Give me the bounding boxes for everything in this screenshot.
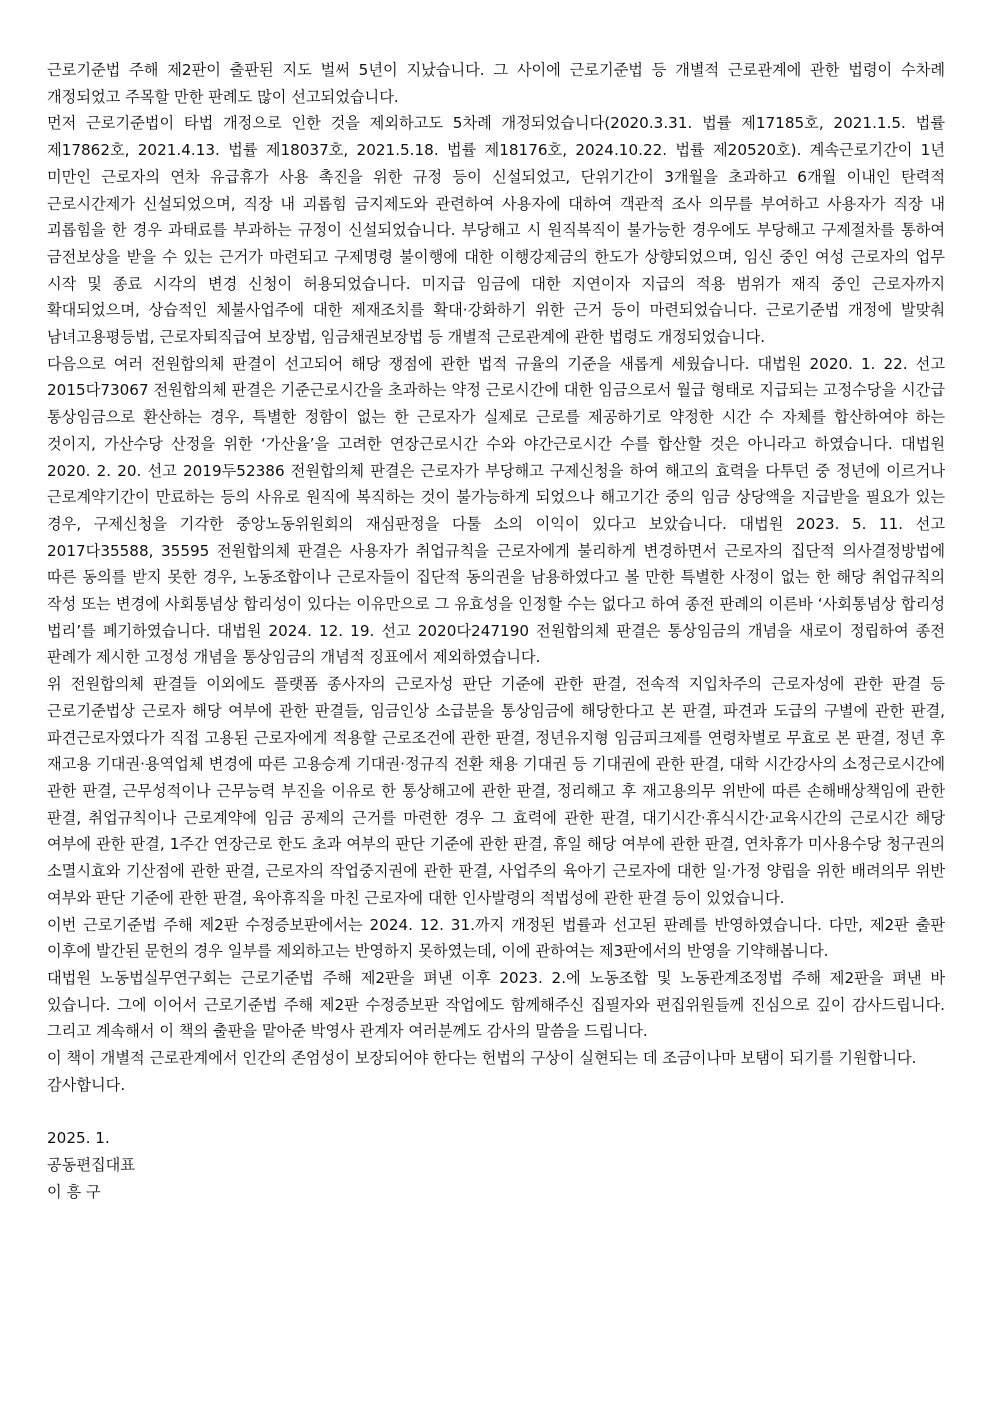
paragraph-other-rulings: 위 전원합의체 판결들 이외에도 플랫폼 종사자의 근로자성 판단 기준에 관한 판결, 전속적 지입차주의 근로자성에 관한 판결 등 근로기준법상 근로자 해당 여부에 관한 판결들, 임금인상 소급분을 통상임금에 해당한다고 본 판결, 파견과 도급의 구별에 관한 판결, 파견근로자였다가 직접 고용된 근로자에게 적용할 근로조건에 관한 판결, 정년유지형 임금피크제를 연령차별로 무효로 본 판결, 정년 후 재고용 기대권·용역업체 변경에 따른 고용승계 기대권·정규직 전환 채용 기대권 등 기대권에 관한 판결, 대학 시간강사의 소정근로시간에 관한 판결, 근무성적이나 근무능력 부진을 이유로 한 통상해고에 관한 판결, 정리해고 후 재고용의무 위반에 따른 손해배상책임에 관한 판결, 취업규칙이나 근로계약에 임금 공제의 근거를 마련한 경우 그 효력에 관한 판결, 대기시간·휴식시간·교육시간의 근로시간 해당 여부에 관한 판결, 1주간 연장근로 한도 초과 여부의 판단 기준에 관한 판결, 휴일 해당 여부에 관한 판결, 연차휴가 미사용수당 청구권의 소멸시효와 기산점에 관한 판결, 근로자의 작업중지권에 관한 판결, 사업주의 육아기 근로자에 대한 일·가정 양립을 위한 배려의무 위반 여부와 판단 기준에 관한 판결, 육아휴직을 마친 근로자에 대한 인사발령의 적법성에 관한 판결 등이 있었습니다. [47,675,945,907]
foreword-page [47,57,945,1205]
blank-line [47,1098,945,1125]
paragraph-intro: 근로기준법 주해 제2판이 출판된 지도 벌써 5년이 지났습니다. 그 사이에 근로기준법 등 개별적 근로관계에 관한 법령이 수차례 개정되었고 주목할 만한 판례도 많이 선고되었습니다. [47,61,945,106]
paragraph-wish: 이 책이 개별적 근로관계에서 인간의 존엄성이 보장되어야 한다는 헌법의 구상이 실현되는 데 조금이나마 보탬이 되기를 기원합니다. [47,1049,917,1068]
paragraph-acknowledgements: 대법원 노동법실무연구회는 근로기준법 주해 제2판을 펴낸 이후 2023. 2.에 노동조합 및 노동관계조정법 주해 제2판을 펴낸 바 있습니다. 그에 이어서 근로기준법 주해 제2판 수정증보판 작업에도 함께해주신 집필자와 편집위원들께 진심으로 깊이 감사드립니다. 그리고 계속해서 이 책의 출판을 맡아준 박영사 관계자 여러분께도 감사의 말씀을 드립니다. [47,968,945,1041]
signature-title: 공동편집대표 [47,1155,136,1174]
paragraph-revised-edition: 이번 근로기준법 주해 제2판 수정증보판에서는 2024. 12. 31.까지 개정된 법률과 선고된 판례를 반영하였습니다. 다만, 제2판 출판 이후에 발간된 문헌의 경우 일부를 제외하고는 반영하지 못하였는데, 이에 관하여는 제3판에서의 반영을 기약해봅니다. [47,915,945,961]
signature-name: 이 흥 구 [47,1182,101,1201]
paragraph-en-banc-rulings: 다음으로 여러 전원합의체 판결이 선고되어 해당 쟁점에 관한 법적 규율의 기준을 새롭게 세웠습니다. 대법원 2020. 1. 22. 선고 2015다73067 전원합의체 판결은 기준근로시간을 초과하는 약정 근로시간에 대한 임금으로서 월급 형태로 지급되는 고정수당을 시간급 통상임금으로 환산하는 경우, 특별한 정함이 없는 한 근로자가 실제로 근로를 제공하기로 약정한 시간 수 자체를 합산하여야 하는 것이지, 가산수당 산정을 위한 ‘가산율’을 고려한 연장근로시간 수와 야간근로시간 수를 합산할 것은 아니라고 하였습니다. 대법원 2020. 2. 20. 선고 2019두52386 전원합의체 판결은 근로자가 부당해고 구제신청을 하여 해고의 효력을 다투던 중 정년에 이르거나 근로계약기간이 만료하는 등의 사유로 원직에 복직하는 것이 불가능하게 되었으나 해고기간 중의 임금 상당액을 지급받을 필요가 있는 경우, 구제신청을 기각한 중앙노동위원회의 재심판정을 다툴 소의 이익이 있다고 보았습니다. 대법원 2023. 5. 11. 선고 2017다35588, 35595 전원합의체 판결은 사용자가 취업규칙을 근로자에게 불리하게 변경하면서 근로자의 집단적 의사결정방법에 따른 동의를 받지 못한 경우, 노동조합이나 근로자들이 집단적 동의권을 남용하였다고 볼 만한 특별한 사정이 없는 한 해당 취업규칙의 작성 또는 변경에 사회통념상 합리성이 있다는 이유만으로 그 유효성을 인정할 수는 없다고 하여 종전 판례의 이른바 ‘사회통념상 합리성 법리’를 폐기하였습니다. 대법원 2024. 12. 19. 선고 2020다247190 전원합의체 판결은 통상임금의 개념을 새로이 정립하여 종전 판례가 제시한 고정성 개념을 통상임금의 개념적 징표에서 제외하였습니다. [47,354,945,667]
paragraph-amendments: 먼저 근로기준법이 타법 개정으로 인한 것을 제외하고도 5차례 개정되었습니다(2020.3.31. 법률 제17185호, 2021.1.5. 법률 제17862호, 2021.4.13. 법률 제18037호, 2021.5.18. 법률 제18176호, 2024.10.22. 법률 제20520호). 계속근로기간이 1년 미만인 근로자의 연차 유급휴가 사용 촉진을 위한 규정 등이 신설되었고, 단위기간이 3개월을 초과하고 6개월 이내인 탄력적 근로시간제가 신설되었으며, 직장 내 괴롭힘 금지제도와 관련하여 사용자에 대하여 객관적 조사 의무를 부여하고 사용자가 직장 내 괴롭힘을 한 경우 과태료를 부과하는 규정이 신설되었습니다. 부당해고 시 원직복직이 불가능한 경우에도 부당해고 구제절차를 통하여 금전보상을 받을 수 있는 근거가 마련되고 구제명령 불이행에 대한 이행강제금의 한도가 상향되었으며, 임신 중인 여성 근로자의 업무 시작 및 종료 시각의 변경 신청이 허용되었습니다. 미지급 임금에 대한 지연이자 지급의 적용 범위가 재직 중인 근로자까지 확대되었으며, 상습적인 체불사업주에 대한 제재조치를 확대·강화하기 위한 근거 등이 마련되었습니다. 근로기준법 개정에 발맞춰 남녀고용평등법, 근로자퇴직급여 보장법, 임금채권보장법 등 개별적 근로관계에 관한 법령도 개정되었습니다. [47,114,946,347]
paragraph-thanks: 감사합니다. [47,1075,126,1094]
signature-date: 2025. 1. [47,1129,110,1148]
